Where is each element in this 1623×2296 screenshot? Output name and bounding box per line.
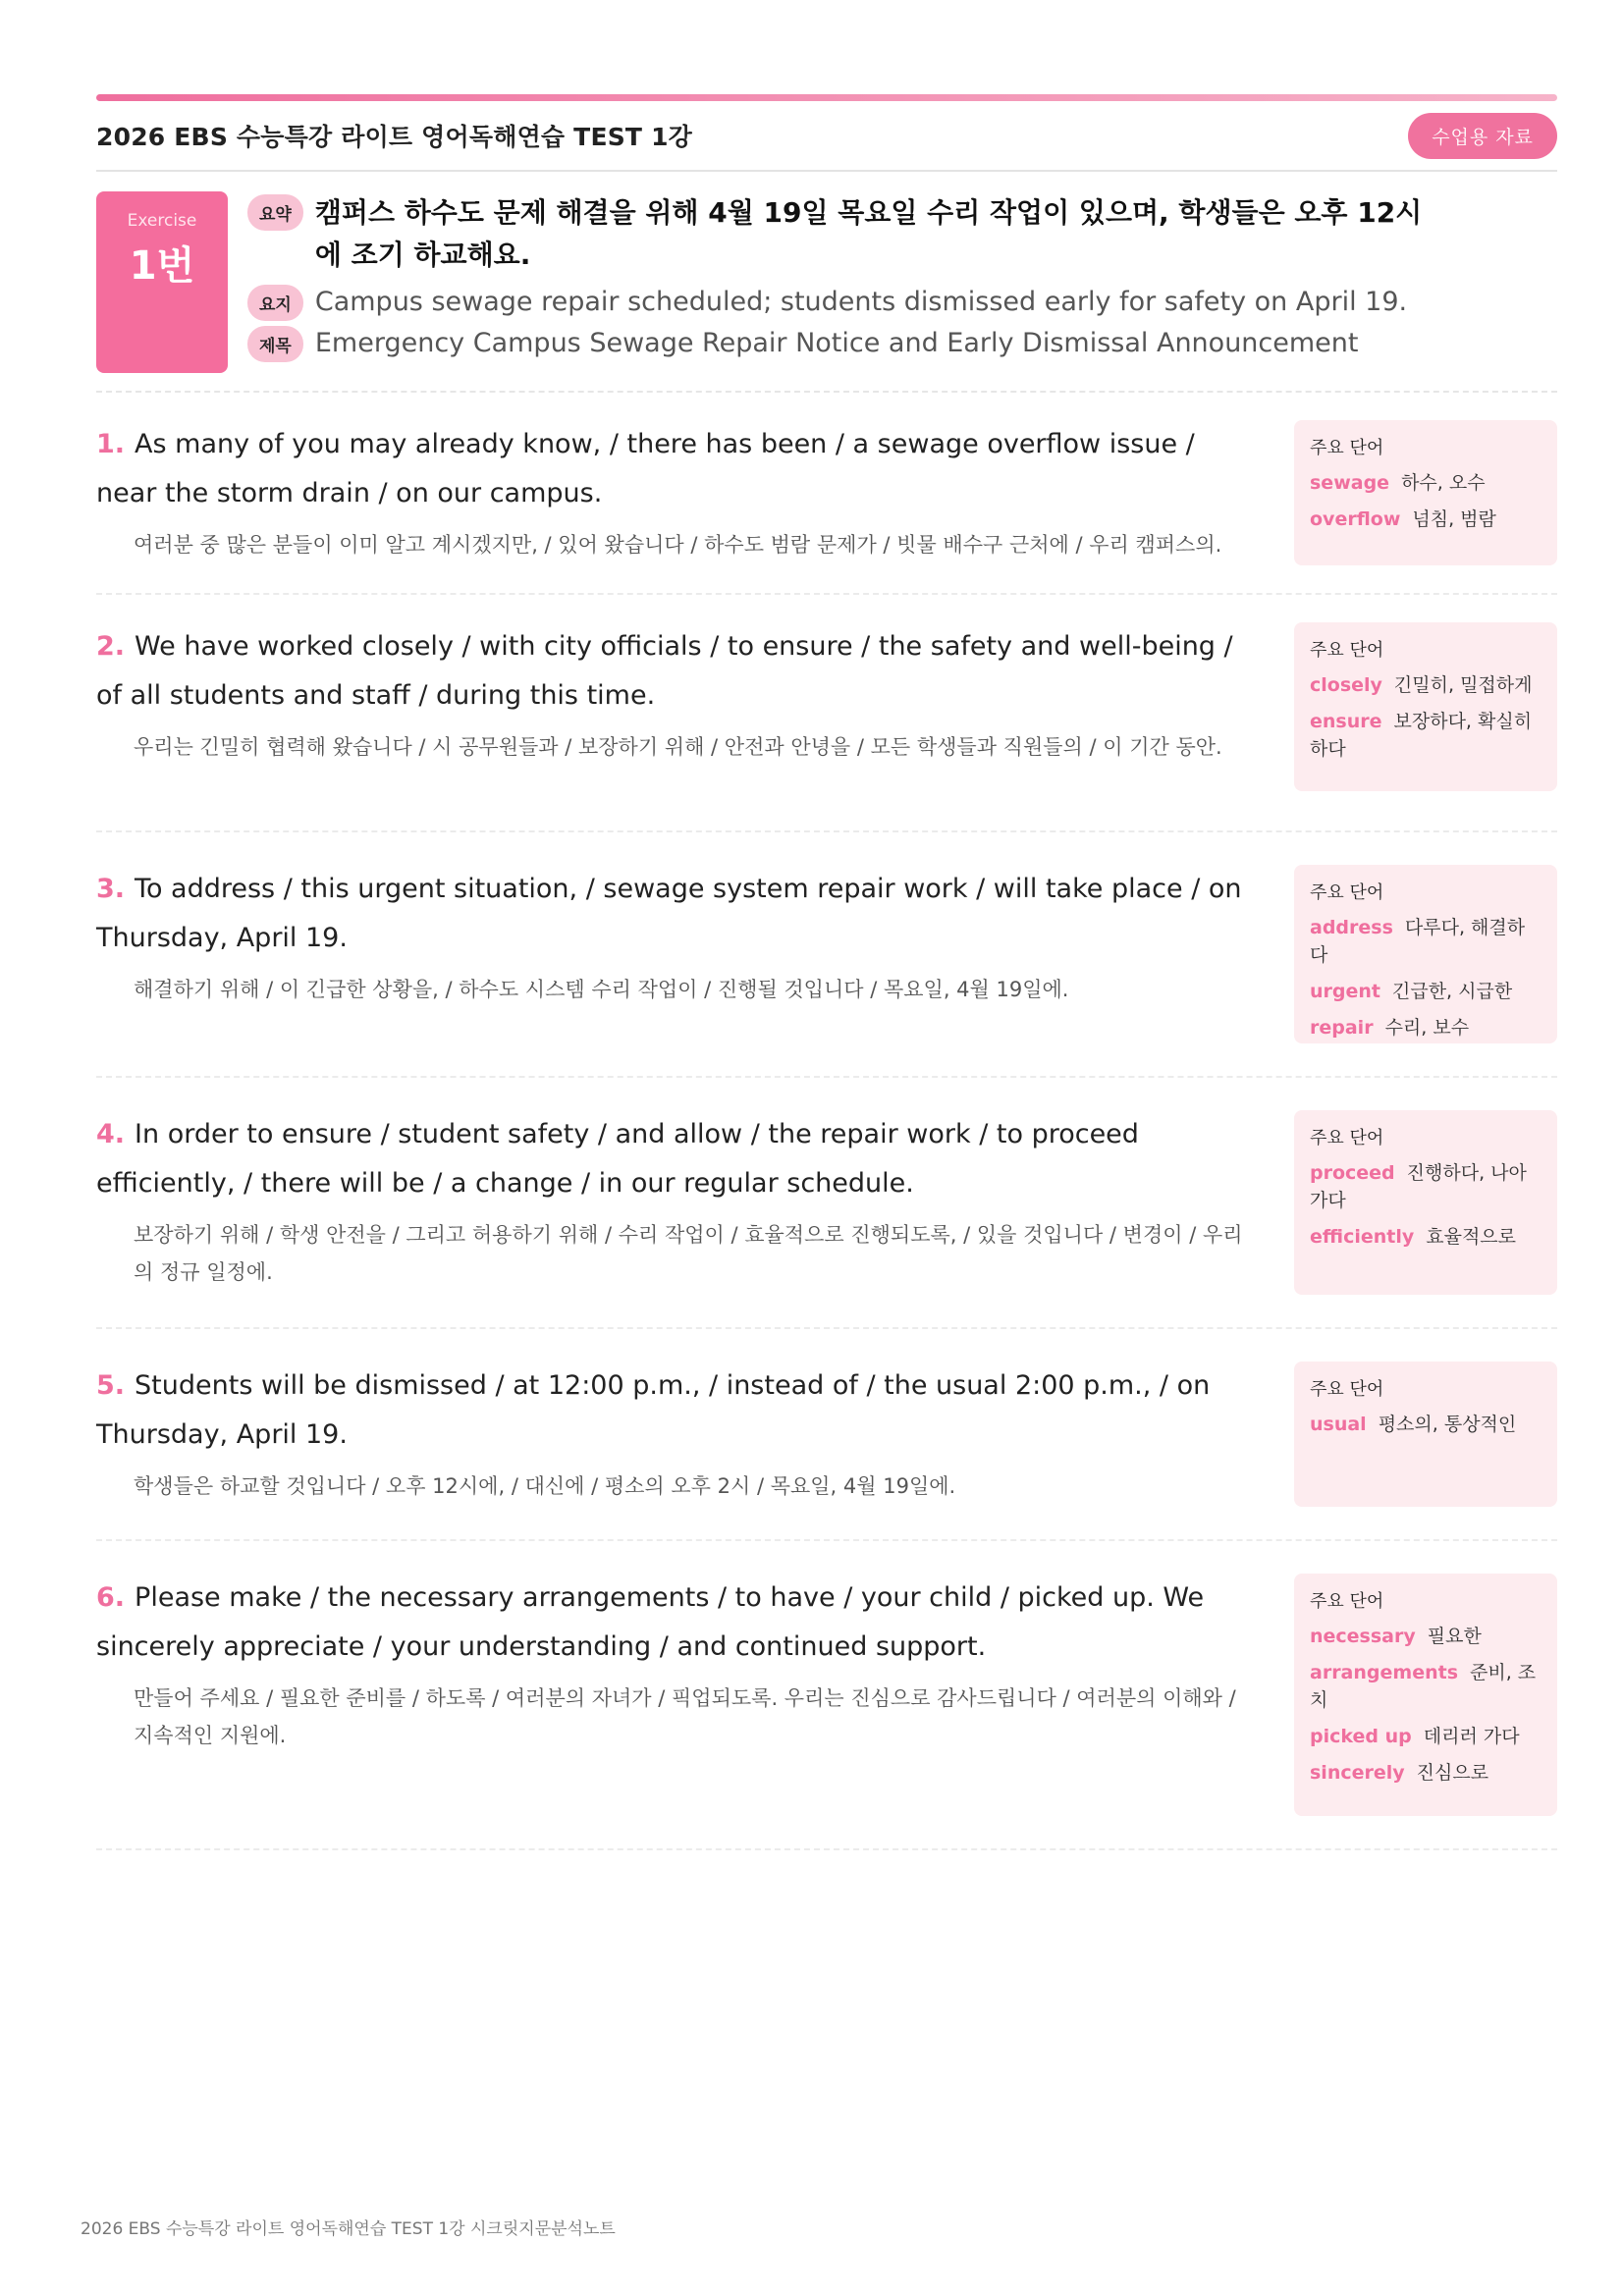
summary-lines <box>247 191 1557 373</box>
vocab-box <box>1294 1110 1557 1295</box>
english-text: In order to ensure / student safety / and allow / the repair work / to proceed efficiently, / there will be / a change / in our regular schedule. <box>96 1119 1139 1199</box>
vocab-meaning: 효율적으로 <box>1426 1226 1517 1248</box>
vocab-box <box>1294 420 1557 565</box>
vocab-entry <box>1310 671 1542 699</box>
vocab-entry <box>1310 914 1542 969</box>
vocab-word: efficiently <box>1310 1226 1415 1248</box>
vocab-meaning: 다루다, 해결하다 <box>1310 917 1526 966</box>
korean-translation: 만들어 주세요 / 필요한 준비를 / 하도록 / 여러분의 자녀가 / 픽업되도록. 우리는 진심으로 감사드립니다 / 여러분의 이해와 / 지속적인 지원에. <box>134 1686 1236 1747</box>
english-text: Please make / the necessary arrangements / to have / your child / picked up. We sincerely appreciate / your understanding / and continued support. <box>96 1582 1205 1662</box>
korean-translation: 학생들은 하교할 것입니다 / 오후 12시에, / 대신에 / 평소의 오후 2시 / 목요일, 4월 19일에. <box>134 1474 956 1498</box>
english-text: As many of you may already know, / there has been / a sewage overflow issue / near the storm drain / on our campus. <box>96 429 1195 508</box>
exercise-label: Exercise <box>127 211 197 231</box>
vocab-word: picked up <box>1310 1726 1412 1747</box>
vocab-word: sincerely <box>1310 1762 1405 1784</box>
vocab-word: usual <box>1310 1414 1367 1435</box>
vocab-box <box>1294 1574 1557 1816</box>
sentence-item-3 <box>96 832 1557 1078</box>
vocab-box <box>1294 622 1557 791</box>
summary-section <box>96 191 1557 393</box>
vocab-title: 주요 단어 <box>1310 438 1384 458</box>
vocab-entry <box>1310 1223 1542 1251</box>
english-sentence <box>96 420 1245 518</box>
class-material-badge: 수업용 자료 <box>1408 113 1557 159</box>
sentence-number: 2. <box>96 631 126 662</box>
english-text: We have worked closely / with city officials / to ensure / the safety and well-being / of all students and staff / during this time. <box>96 631 1233 711</box>
vocab-entry <box>1310 1411 1542 1438</box>
vocab-title: 주요 단어 <box>1310 640 1384 661</box>
vocab-meaning: 긴밀히, 밀접하게 <box>1393 674 1533 696</box>
sentence-number: 5. <box>96 1370 126 1401</box>
sentence-text <box>96 420 1245 593</box>
vocab-entry <box>1310 978 1542 1005</box>
vocab-word: ensure <box>1310 711 1382 732</box>
summary-row <box>247 191 1557 276</box>
vocab-meaning: 수리, 보수 <box>1384 1017 1470 1039</box>
vocab-meaning: 넘침, 범람 <box>1412 508 1496 530</box>
vocab-meaning: 평소의, 통상적인 <box>1378 1414 1517 1435</box>
sentence-number: 6. <box>96 1582 126 1613</box>
top-accent-bar <box>96 94 1557 101</box>
sentence-text <box>96 622 1245 830</box>
sentence-item-1 <box>96 393 1557 595</box>
sentence-item-5 <box>96 1329 1557 1541</box>
sentence-item-6 <box>96 1541 1557 1850</box>
page <box>96 94 1557 1850</box>
vocab-word: repair <box>1310 1017 1374 1039</box>
vocab-meaning: 데리러 가다 <box>1423 1726 1520 1747</box>
vocab-title: 주요 단어 <box>1310 1591 1384 1612</box>
vocab-title: 주요 단어 <box>1310 882 1384 903</box>
english-text: Students will be dismissed / at 12:00 p.m., / instead of / the usual 2:00 p.m., / on Thursday, April 19. <box>96 1370 1211 1450</box>
english-sentence <box>96 1574 1245 1672</box>
vocab-meaning: 진심으로 <box>1416 1762 1489 1784</box>
vocab-entry <box>1310 469 1542 497</box>
title-row <box>247 323 1557 364</box>
vocab-title: 주요 단어 <box>1310 1128 1384 1148</box>
sentence-number: 1. <box>96 429 126 459</box>
vocab-entry <box>1310 1014 1542 1041</box>
page-header <box>96 101 1557 172</box>
exercise-number: 1번 <box>129 243 195 289</box>
sentence-text <box>96 1574 1245 1848</box>
vocab-word: proceed <box>1310 1162 1395 1184</box>
gist-row <box>247 282 1557 323</box>
vocab-entry <box>1310 1723 1542 1750</box>
english-text: To address / this urgent situation, / sewage system repair work / will take place / on Thursday, April 19. <box>96 874 1242 953</box>
vocab-word: urgent <box>1310 981 1380 1002</box>
korean-translation: 여러분 중 많은 분들이 이미 알고 계시겠지만, / 있어 왔습니다 / 하수도 범람 문제가 / 빗물 배수구 근처에 / 우리 캠퍼스의. <box>134 533 1222 557</box>
title-text: Emergency Campus Sewage Repair Notice and Early Dismissal Announcement <box>314 328 1359 358</box>
vocab-meaning: 보장하다, 확실히 하다 <box>1310 711 1533 760</box>
exercise-box <box>96 191 228 373</box>
gist-pill: 요지 <box>247 285 303 321</box>
title-pill: 제목 <box>247 326 303 362</box>
korean-translation: 해결하기 위해 / 이 긴급한 상황을, / 하수도 시스템 수리 작업이 / 진행될 것입니다 / 목요일, 4월 19일에. <box>134 978 1069 1001</box>
vocab-meaning: 긴급한, 시급한 <box>1392 981 1513 1002</box>
vocab-word: sewage <box>1310 472 1390 494</box>
page-footer: 2026 EBS 수능특강 라이트 영어독해연습 TEST 1강 시크릿지문분석노트 <box>81 2219 616 2239</box>
english-sentence <box>96 865 1245 963</box>
vocab-word: overflow <box>1310 508 1401 530</box>
sentence-text <box>96 1110 1245 1327</box>
vocab-meaning: 진행하다, 나아가다 <box>1310 1162 1527 1211</box>
vocab-entry <box>1310 1159 1542 1214</box>
sentence-item-4 <box>96 1078 1557 1329</box>
sentence-item-2 <box>96 595 1557 832</box>
vocab-word: closely <box>1310 674 1382 696</box>
vocab-entry <box>1310 1759 1542 1787</box>
gist-text: Campus sewage repair scheduled; students dismissed early for safety on April 19. <box>314 287 1408 317</box>
vocab-word: address <box>1310 917 1393 938</box>
page-title: 2026 EBS 수능특강 라이트 영어독해연습 TEST 1강 <box>96 123 693 151</box>
vocab-entry <box>1310 1659 1542 1714</box>
vocab-box <box>1294 865 1557 1043</box>
sentence-text <box>96 1362 1245 1539</box>
korean-translation: 보장하기 위해 / 학생 안전을 / 그리고 허용하기 위해 / 수리 작업이 / 효율적으로 진행되도록, / 있을 것입니다 / 변경이 / 우리의 정규 일정에. <box>134 1223 1243 1284</box>
vocab-entry <box>1310 506 1542 533</box>
vocab-word: arrangements <box>1310 1662 1458 1683</box>
vocab-meaning: 하수, 오수 <box>1401 472 1486 494</box>
korean-translation: 우리는 긴밀히 협력해 왔습니다 / 시 공무원들과 / 보장하기 위해 / 안전과 안녕을 / 모든 학생들과 직원들의 / 이 기간 동안. <box>134 735 1222 759</box>
vocab-meaning: 준비, 조치 <box>1310 1662 1537 1711</box>
vocab-meaning: 필요한 <box>1427 1626 1482 1647</box>
english-sentence <box>96 1110 1245 1208</box>
summary-pill: 요약 <box>247 194 303 231</box>
vocab-box <box>1294 1362 1557 1507</box>
english-sentence <box>96 1362 1245 1460</box>
vocab-title: 주요 단어 <box>1310 1379 1384 1400</box>
english-sentence <box>96 622 1245 721</box>
sentence-number: 4. <box>96 1119 126 1149</box>
vocab-word: necessary <box>1310 1626 1416 1647</box>
sentence-number: 3. <box>96 874 126 904</box>
vocab-entry <box>1310 1623 1542 1650</box>
summary-text: 캠퍼스 하수도 문제 해결을 위해 4월 19일 목요일 수리 작업이 있으며, 학생들은 오후 12시에 조기 하교해요. <box>314 196 1423 271</box>
sentence-text <box>96 865 1245 1076</box>
vocab-entry <box>1310 708 1542 763</box>
